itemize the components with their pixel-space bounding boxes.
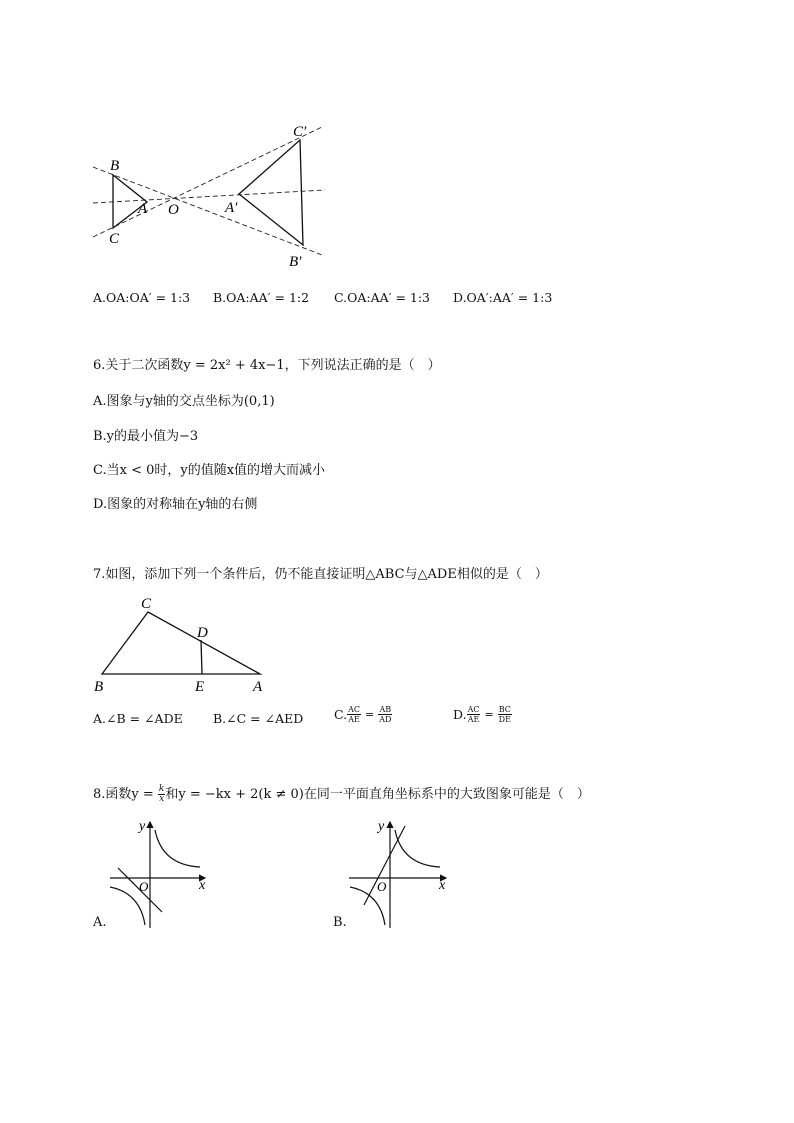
q7-option-d-prefix: D.	[453, 707, 467, 722]
q7-option-c-prefix: C.	[334, 707, 348, 722]
q5-option-b: B.OA:AA′ = 1:2	[213, 290, 310, 305]
graph-b-origin-label: O	[377, 879, 387, 894]
q7-option-d	[453, 705, 512, 724]
q7-label-b: B	[94, 679, 104, 695]
q7-stem: 7.如图，添加下列一个条件后，仍不能直接证明△ABC与△ADE相似的是（ ）	[93, 567, 548, 582]
frac-numerator: k	[158, 784, 165, 794]
frac-numerator: AB	[379, 705, 392, 714]
label-c-prime: C′	[293, 124, 307, 140]
dashed-line-b-bprime	[93, 167, 322, 255]
q6-option-d: D.图象的对称轴在y轴的右侧	[93, 497, 258, 512]
graph-a-origin-label: O	[139, 879, 149, 894]
frac-denominator: DE	[498, 715, 511, 724]
q8-stem-part1: 8.函数y =	[93, 787, 158, 802]
label-c: C	[109, 231, 120, 247]
hyperbola-branch-upper	[395, 830, 440, 867]
q5-figure	[85, 118, 345, 278]
dashed-line-a-aprime	[93, 190, 325, 203]
q6-option-a: A.图象与y轴的交点坐标为(0,1)	[93, 394, 275, 409]
q6-option-b: B.y的最小值为−3	[93, 429, 199, 444]
frac-denominator: AE	[467, 715, 480, 724]
segment-de	[201, 640, 202, 674]
q7-option-d-frac1	[467, 705, 481, 724]
q7-option-d-eq: =	[484, 708, 494, 721]
q7-option-c-eq: =	[364, 708, 375, 721]
q6-option-c: C.当x < 0时，y的值随x值的增大而减小	[93, 463, 326, 478]
label-b: B	[110, 158, 120, 174]
frac-numerator: AC	[348, 705, 360, 714]
q7-option-c-frac2	[378, 705, 392, 724]
q7-figure	[88, 590, 273, 695]
triangle-abc-q7	[102, 612, 260, 674]
q7-option-c-frac1	[347, 705, 361, 724]
frac-denominator: AE	[348, 715, 360, 724]
q7-option-c	[334, 705, 392, 724]
dashed-line-c-cprime	[93, 127, 322, 237]
q8-graph-b-label: B.	[333, 915, 347, 930]
q7-label-e: E	[195, 679, 205, 695]
label-b-prime: B′	[289, 254, 302, 270]
q7-label-a: A	[253, 679, 263, 695]
frac-denominator: x	[159, 794, 165, 804]
q7-label-d: D	[197, 625, 208, 641]
q5-option-c: C.OA:AA′ = 1:3	[334, 290, 431, 305]
q7-option-b: B.∠C = ∠AED	[213, 711, 304, 726]
frac-numerator: BC	[498, 705, 511, 714]
q5-option-a: A.OA:OA′ = 1:3	[93, 290, 191, 305]
q8-stem	[93, 785, 590, 804]
graph-b-y-label: y	[378, 819, 385, 834]
label-a-prime: A′	[225, 200, 238, 216]
frac-denominator: AD	[379, 715, 392, 724]
triangle-a-prime	[239, 140, 303, 245]
q8-graph-a-label: A.	[93, 915, 107, 930]
hyperbola-branch-upper	[155, 830, 200, 867]
q5-option-d: D.OA′:AA′ = 1:3	[453, 290, 553, 305]
label-a: A	[138, 201, 148, 217]
q8-stem-part2: 和y = −kx + 2(k ≠ 0)在同一平面直角坐标系中的大致图象可能是（ ）	[165, 787, 590, 802]
frac-numerator: AC	[467, 705, 480, 714]
graph-a-x-label: x	[199, 878, 206, 893]
q8-graph-b	[340, 815, 455, 930]
label-o: O	[168, 202, 179, 218]
q7-label-c: C	[141, 596, 152, 612]
q6-stem: 6.关于二次函数y = 2x² + 4x−1，下列说法正确的是（ ）	[93, 358, 441, 373]
q7-option-d-frac2	[498, 705, 512, 724]
q8-graph-a	[100, 815, 215, 930]
graph-b-x-label: x	[439, 878, 446, 893]
q7-option-a: A.∠B = ∠ADE	[93, 711, 183, 726]
graph-a-y-label: y	[139, 819, 146, 834]
